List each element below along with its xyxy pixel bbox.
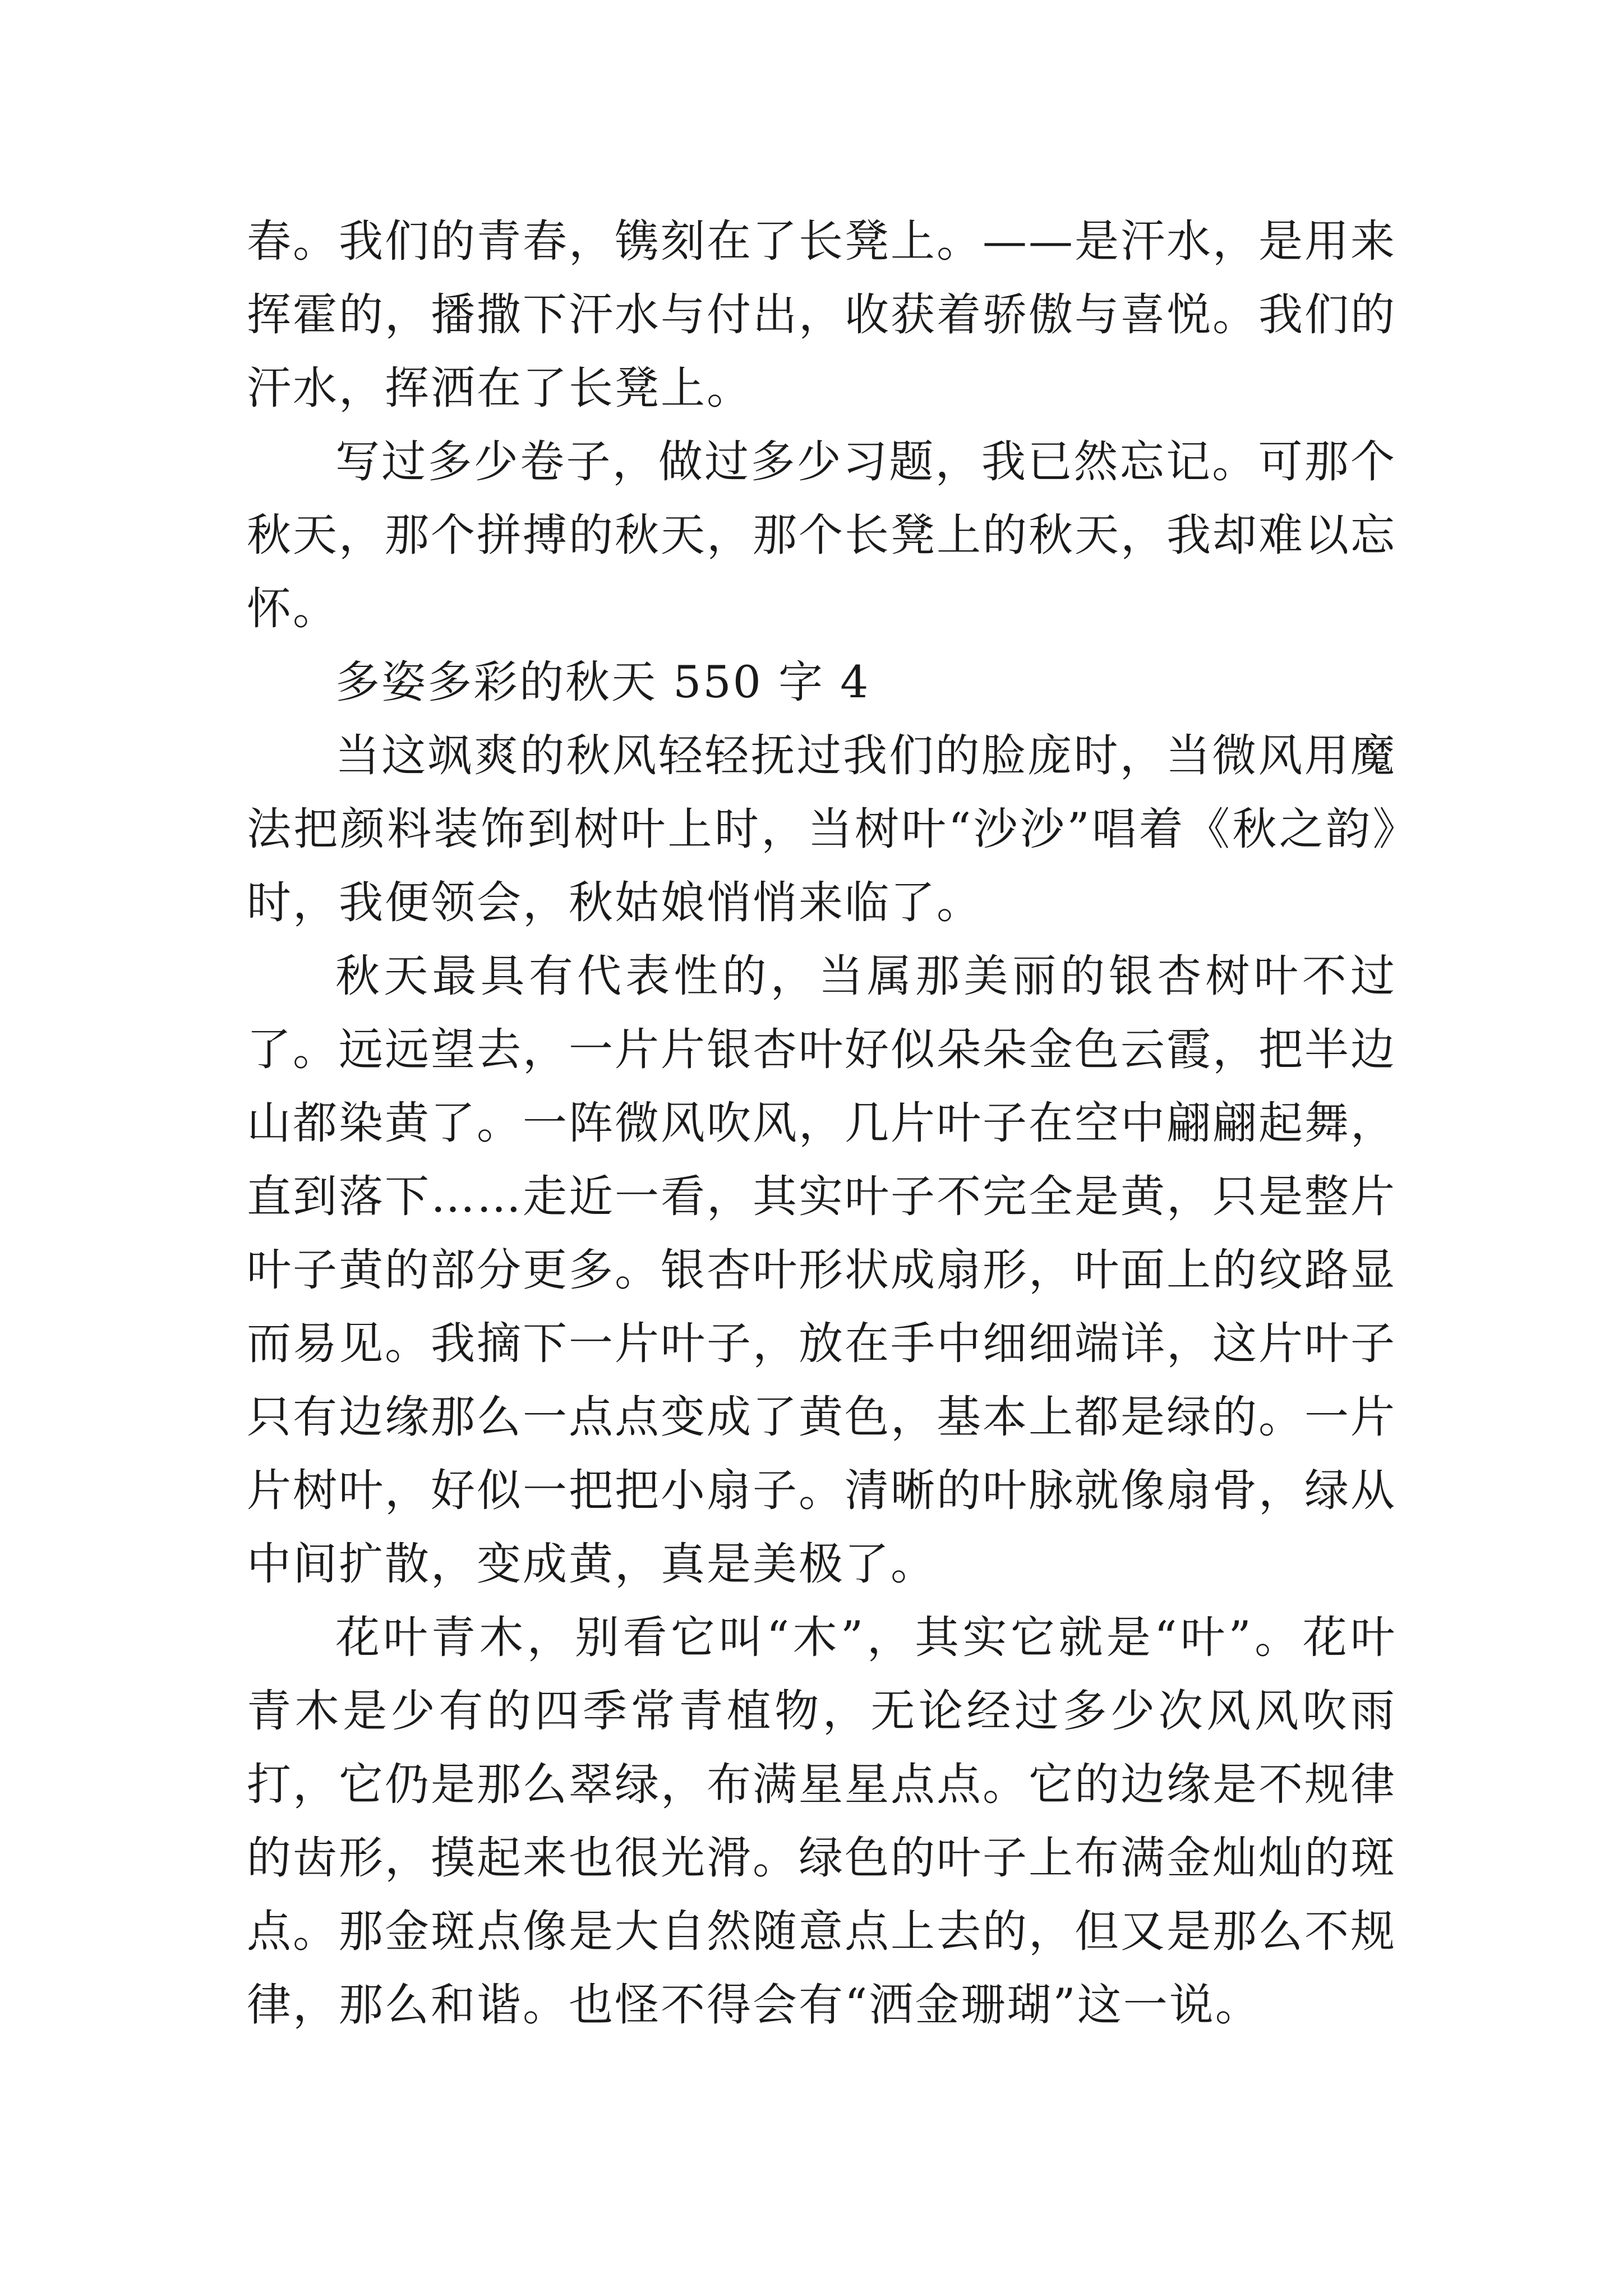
paragraph: 当这飒爽的秋风轻轻抚过我们的脸庞时，当微风用魔法把颜料装饰到树叶上时，当树叶“沙沙”唱着《秋之韵》时，我便领会，秋姑娘悄悄来临了。 bbox=[247, 730, 1396, 928]
paragraph: 花叶青木，别看它叫“木”，其实它就是“叶”。花叶青木是少有的四季常青植物，无论经过多少次风风吹雨打，它仍是那么翠绿，布满星星点点。它的边缘是不规律的齿形，摸起来也很光滑。绿色的叶子上布满金灿灿的斑点。那金斑点像是大自然随意点上去的，但又是那么不规律，那么和谐。也怪不得会有“洒金珊瑚”这一说。 bbox=[247, 1612, 1396, 2031]
document-body bbox=[247, 205, 1396, 2042]
section-heading: 多姿多彩的秋天 550 字 4 bbox=[335, 656, 870, 708]
paragraph: 秋天最具有代表性的，当属那美丽的银杏树叶不过了。远远望去，一片片银杏叶好似朵朵金色云霞，把半边山都染黄了。一阵微风吹风，几片叶子在空中翩翩起舞，直到落下……走近一看，其实叶子不完全是黄，只是整片叶子黄的部分更多。银杏叶形状成扇形，叶面上的纹路显而易见。我摘下一片叶子，放在手中细细端详，这片叶子只有边缘那么一点点变成了黄色，基本上都是绿的。一片片树叶，好似一把把小扇子。清晰的叶脉就像扇骨，绿从中间扩散，变成黄，真是美极了。 bbox=[247, 950, 1396, 1590]
paragraph: 写过多少卷子，做过多少习题，我已然忘记。可那个秋天，那个拼搏的秋天，那个长凳上的秋天，我却难以忘怀。 bbox=[247, 436, 1396, 634]
paragraph-continuation: 春。我们的青春，镌刻在了长凳上。——是汗水，是用来挥霍的，播撒下汗水与付出，收获着骄傲与喜悦。我们的汗水，挥洒在了长凳上。 bbox=[247, 215, 1396, 414]
